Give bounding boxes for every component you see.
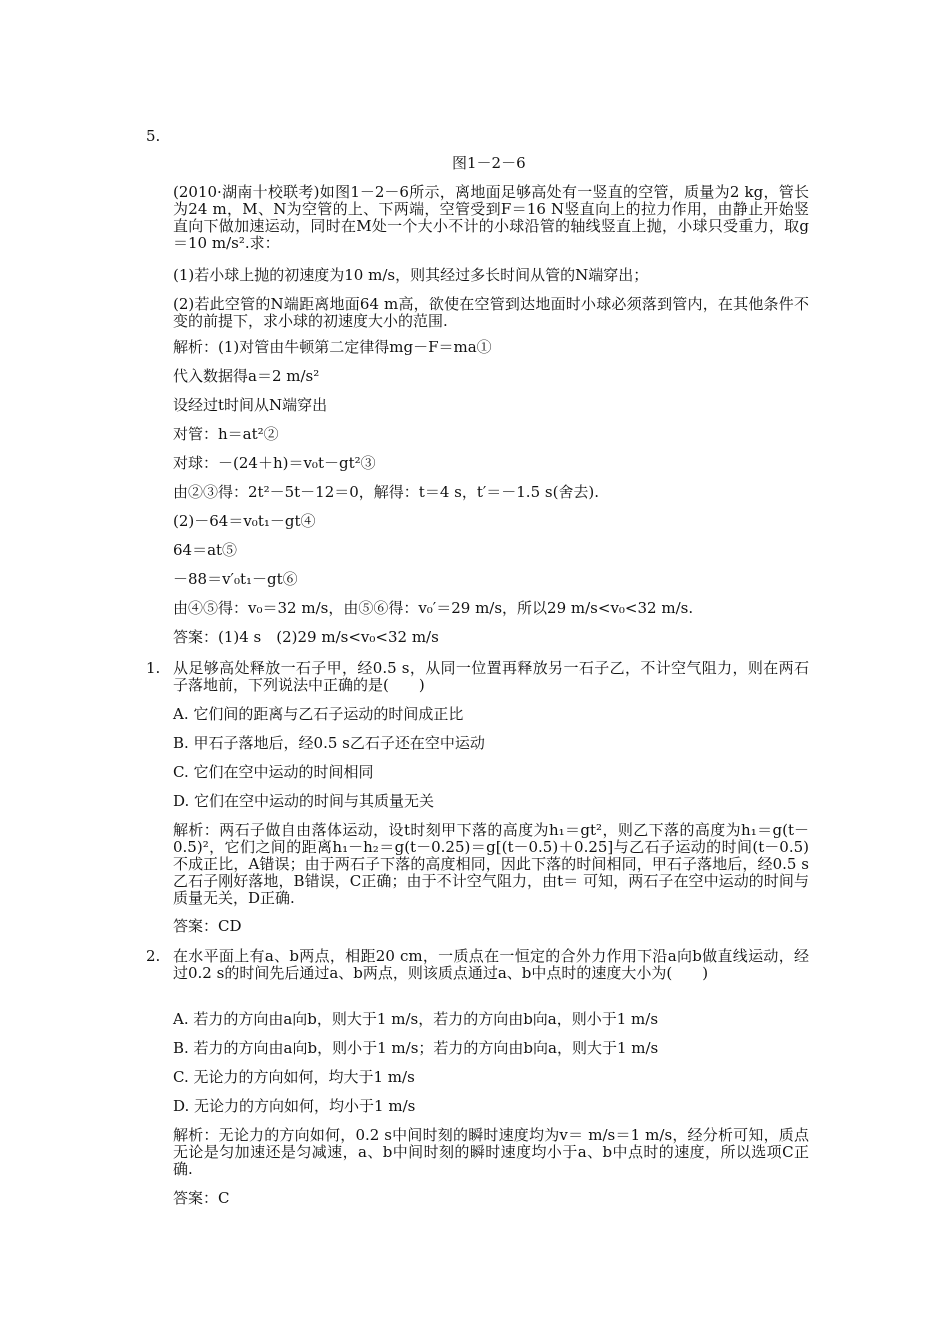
question-number: 1. xyxy=(146,659,161,677)
question-number: 2. xyxy=(146,947,161,965)
option-c: C. 无论力的方向如何，均大于1 m/s xyxy=(173,1068,415,1086)
sub-question: (1)若小球上抛的初速度为10 m/s，则其经过多长时间从管的N端穿出； xyxy=(173,266,649,284)
option-b: B. 若力的方向由a向b，则小于1 m/s；若力的方向由b向a，则大于1 m/s xyxy=(173,1039,659,1057)
figure-caption: 图1－2－6 xyxy=(452,154,526,172)
solution-line: 设经过t时间从N端穿出 xyxy=(173,396,328,414)
question-stem: (2010·湖南十校联考)如图1－2－6所示，离地面足够高处有一竖直的空管，质量为2 kg，管长为24 m，M、N为空管的上、下两端，空管受到F＝16 N竖直向上的拉力作用，由静止开始竖直向下做加速运动，同时在M处一个大小不计的小球沿管的轴线竖直上抛，小球只受重力，取g＝10 m/s².求： xyxy=(173,183,809,252)
solution-line: 由④⑤得：v₀＝32 m/s，由⑤⑥得：v₀′＝29 m/s，所以29 m/s<v₀<32 m/s. xyxy=(173,599,694,617)
answer-line: 答案：CD xyxy=(173,917,242,935)
solution-line: (2)－64＝v₀t₁－gt④ xyxy=(173,512,316,530)
solution-line: 对球：－(24＋h)＝v₀t－gt²③ xyxy=(173,454,376,472)
solution-line: 代入数据得a＝2 m/s² xyxy=(173,367,320,385)
option-a: A. 它们间的距离与乙石子运动的时间成正比 xyxy=(173,705,464,723)
option-b: B. 甲石子落地后，经0.5 s乙石子还在空中运动 xyxy=(173,734,485,752)
question-stem: 从足够高处释放一石子甲，经0.5 s，从同一位置再释放另一石子乙，不计空气阻力，则在两石子落地前，下列说法中正确的是( ) xyxy=(173,659,809,694)
question-number: 5. xyxy=(146,127,161,145)
option-d: D. 无论力的方向如何，均小于1 m/s xyxy=(173,1097,416,1115)
solution-paragraph: 解析：两石子做自由落体运动，设t时刻甲下落的高度为h₁＝gt²，则乙下落的高度为h₁＝g(t－0.5)²，它们之间的距离h₁－h₂＝g(t－0.25)＝g[(t－0.5)＋0.25]与乙石子运动的时间(t－0.5)不成正比，A错误；由于两石子下落的高度相同，因此下落的时间相同，甲石子落地后，经0.5 s乙石子刚好落地，B错误，C正确；由于不计空气阻力，由t＝ 可知，两石子在空中运动的时间与质量无关，D正确. xyxy=(173,821,809,907)
solution-line: 64＝at⑤ xyxy=(173,541,238,559)
answer-line: 答案：(1)4 s (2)29 m/s<v₀<32 m/s xyxy=(173,628,439,646)
option-a: A. 若力的方向由a向b，则大于1 m/s，若力的方向由b向a，则小于1 m/s xyxy=(173,1010,659,1028)
option-c: C. 它们在空中运动的时间相同 xyxy=(173,763,374,781)
solution-line: 对管：h＝at²② xyxy=(173,425,279,443)
sub-question: (2)若此空管的N端距离地面64 m高，欲使在空管到达地面时小球必须落到管内，在其他条件不变的前提下，求小球的初速度大小的范围. xyxy=(173,295,809,330)
question-stem: 在水平面上有a、b两点，相距20 cm，一质点在一恒定的合外力作用下沿a向b做直线运动，经过0.2 s的时间先后通过a、b两点，则该质点通过a、b中点时的速度大小为( ) xyxy=(173,947,809,982)
answer-line: 答案：C xyxy=(173,1189,230,1207)
solution-line: 解析：(1)对管由牛顿第二定律得mg－F＝ma① xyxy=(173,338,492,356)
solution-paragraph: 解析：无论力的方向如何，0.2 s中间时刻的瞬时速度均为v＝ m/s＝1 m/s，经分析可知，质点无论是匀加速还是匀减速，a、b中间时刻的瞬时速度均小于a、b中点时的速度，所以选项C正确. xyxy=(173,1126,809,1178)
solution-line: 由②③得：2t²－5t－12＝0，解得：t＝4 s，t′＝－1.5 s(舍去). xyxy=(173,483,600,501)
option-d: D. 它们在空中运动的时间与其质量无关 xyxy=(173,792,435,810)
solution-line: －88＝v′₀t₁－gt⑥ xyxy=(173,570,298,588)
